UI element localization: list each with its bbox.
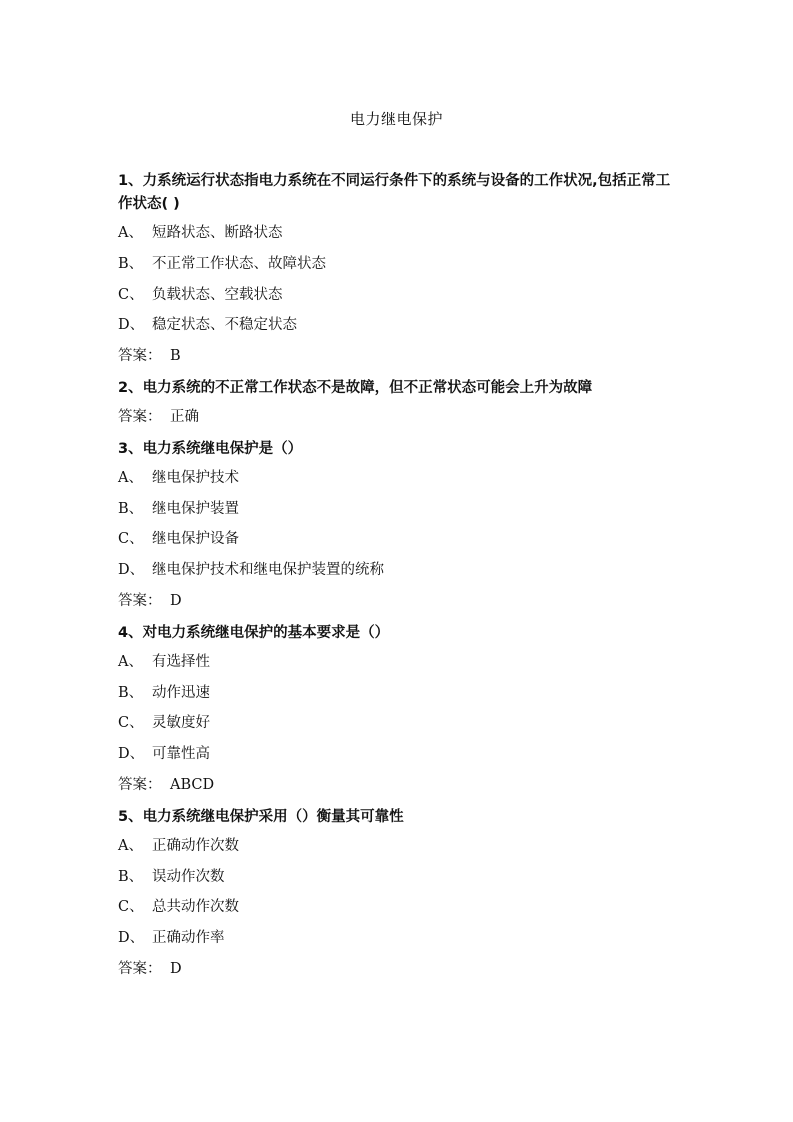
answer-label: 答案： — [118, 960, 162, 977]
option-text: 继电保护设备 — [152, 531, 239, 548]
option-letter: B、 — [118, 684, 144, 701]
option-text: 负载状态、空载状态 — [152, 286, 283, 303]
answer-line — [118, 346, 678, 366]
question-stem: 3、电力系统继电保护是（） — [118, 440, 303, 457]
question-list — [118, 170, 678, 990]
option-text: 不正常工作状态、故障状态 — [152, 255, 326, 272]
option-text: 正确动作次数 — [152, 837, 239, 854]
answer-value: 正确 — [170, 408, 199, 425]
question-1 — [118, 170, 678, 366]
option-text: 正确动作率 — [152, 930, 225, 947]
option-c — [118, 285, 678, 305]
option-d — [118, 315, 678, 335]
option-text: 灵敏度好 — [152, 715, 210, 732]
option-letter: D、 — [118, 317, 145, 334]
answer-value: D — [170, 960, 182, 977]
option-text: 误动作次数 — [152, 868, 225, 885]
option-letter: D、 — [118, 930, 145, 947]
answer-line — [118, 407, 678, 427]
option-a — [118, 836, 678, 856]
document-title: 电力继电保护 — [349, 110, 443, 128]
option-d — [118, 560, 678, 580]
question-4 — [118, 622, 678, 795]
option-text: 稳定状态、不稳定状态 — [152, 317, 297, 334]
question-2 — [118, 377, 678, 427]
answer-label: 答案： — [118, 592, 162, 609]
answer-line — [118, 959, 678, 979]
option-a — [118, 223, 678, 243]
question-stem: 1、力系统运行状态指电力系统在不同运行条件下的系统与设备的工作状况,包括正常工作状态( ) — [118, 173, 671, 212]
answer-value: B — [170, 348, 181, 365]
answer-line — [118, 591, 678, 611]
option-letter: A、 — [118, 469, 143, 486]
option-letter: C、 — [118, 286, 144, 303]
option-letter: A、 — [118, 837, 143, 854]
option-letter: D、 — [118, 562, 145, 579]
answer-label: 答案： — [118, 776, 162, 793]
option-d — [118, 928, 678, 948]
option-c — [118, 713, 678, 733]
option-letter: A、 — [118, 653, 143, 670]
option-text: 继电保护技术 — [152, 469, 239, 486]
question-stem: 2、电力系统的不正常工作状态不是故障，但不正常状态可能会上升为故障 — [118, 379, 593, 396]
option-letter: B、 — [118, 500, 144, 517]
question-5 — [118, 806, 678, 979]
option-a — [118, 652, 678, 672]
question-3 — [118, 438, 678, 611]
option-b — [118, 867, 678, 887]
answer-label: 答案： — [118, 408, 162, 425]
option-letter: B、 — [118, 868, 144, 885]
option-b — [118, 499, 678, 519]
option-text: 继电保护技术和继电保护装置的统称 — [152, 562, 384, 579]
option-letter: C、 — [118, 715, 144, 732]
question-stem: 5、电力系统继电保护采用（）衡量其可靠性 — [118, 808, 404, 825]
option-text: 有选择性 — [152, 653, 210, 670]
option-letter: C、 — [118, 531, 144, 548]
answer-line — [118, 775, 678, 795]
option-letter: A、 — [118, 225, 143, 241]
option-c — [118, 897, 678, 917]
option-text: 短路状态、断路状态 — [152, 225, 283, 241]
option-text: 继电保护装置 — [152, 500, 239, 517]
option-b — [118, 683, 678, 703]
option-letter: B、 — [118, 255, 144, 272]
answer-label: 答案： — [118, 348, 162, 365]
answer-value: D — [170, 592, 182, 609]
option-b — [118, 254, 678, 274]
question-stem: 4、对电力系统继电保护的基本要求是（） — [118, 624, 390, 641]
answer-value: ABCD — [170, 776, 215, 793]
option-text: 可靠性高 — [152, 746, 210, 763]
option-a — [118, 468, 678, 488]
option-text: 动作迅速 — [152, 684, 210, 701]
option-text: 总共动作次数 — [152, 899, 239, 916]
option-d — [118, 744, 678, 764]
option-c — [118, 529, 678, 549]
option-letter: C、 — [118, 899, 144, 916]
option-letter: D、 — [118, 746, 145, 763]
